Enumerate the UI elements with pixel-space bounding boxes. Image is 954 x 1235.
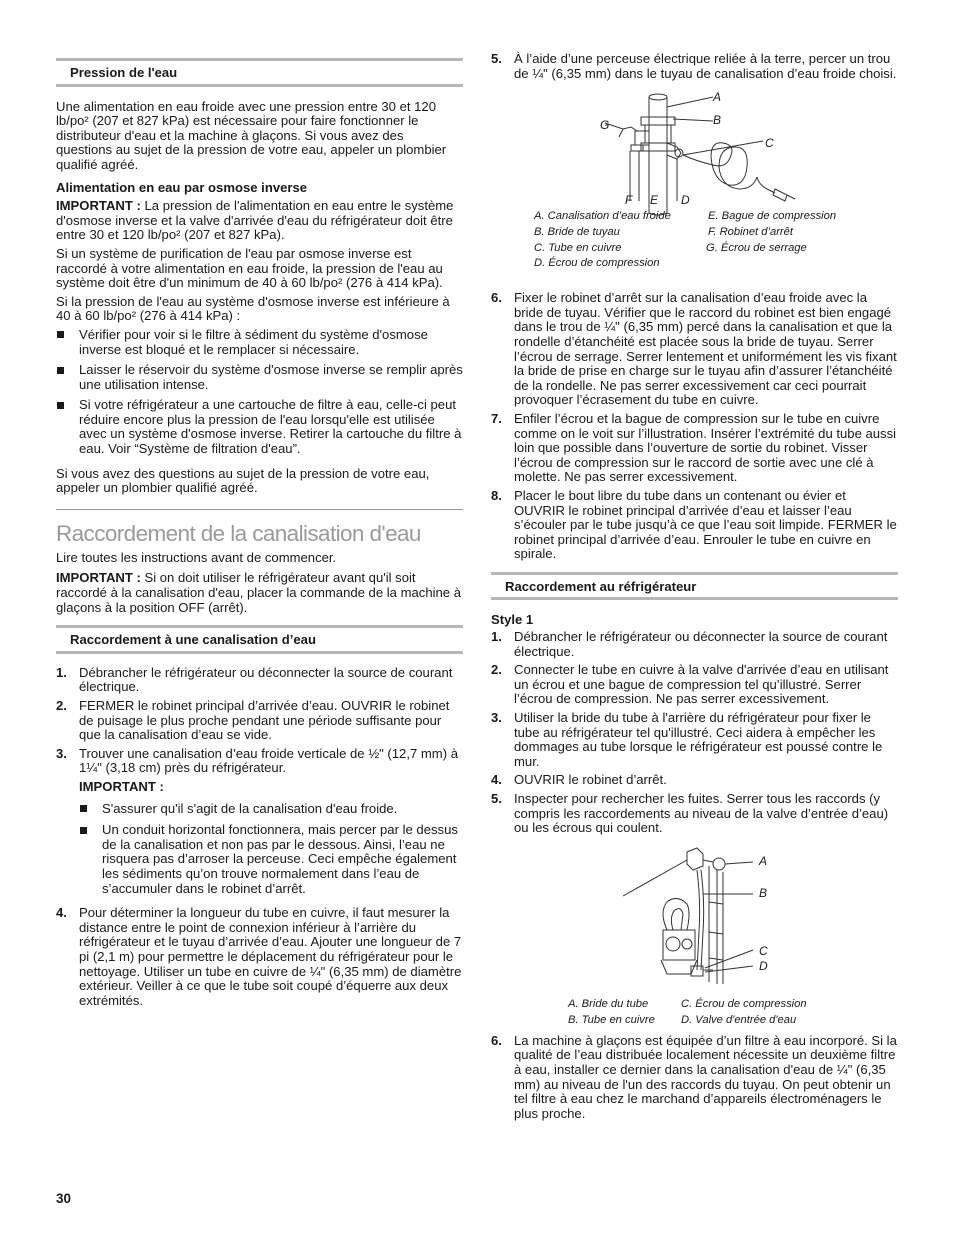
title-rule (56, 509, 463, 510)
osmosis-important (56, 199, 463, 243)
bullet-square-icon (80, 805, 87, 812)
figure1-caption: F. Robinet d’arrêt (708, 226, 793, 239)
page-title: Raccordement de la canalisation d'eau (56, 520, 421, 546)
figure2-label-a: A (759, 853, 768, 868)
filter-step (491, 1034, 898, 1122)
figure2-label-d: D (759, 958, 768, 973)
bullet-square-icon (57, 402, 64, 409)
figure1-caption: C. Tube en cuivre (534, 242, 622, 255)
list-item: Si votre réfrigérateur a une cartouche de filtre à eau, celle-ci peut réduire encore plus la pression de l'eau lorsqu'elle est utilisée avec un système d'osmose inverse. Retirer la cartouche du filtre à eau. Voir “Système de filtration d'eau”. (56, 398, 463, 456)
list-item: 6. Fixer le robinet d’arrêt sur la canalisation d’eau froide avec la bride de tuyau. Vérifier que le raccord du robinet est bien engagé dans le trou de ¼" (6,35 mm) percé dans la canalisation et que la rondelle d’étanchéité est placée sous la bride de tuyau. Serrer l’écrou de serrage. Serrer lentement et uniformément les vis fixant la bride de prise en charge sur le tuyau afin d’assurer l’étanchéité de la rondelle. Ne pas serrer excessivement car ceci pourrait provoquer l’écrasement du tube en cuivre. (491, 290, 897, 408)
list-item: 2. Connecter le tube en cuivre à la valve d'arrivée d’eau en utilisant un écrou et une bague de compression tel qu’illustré. Serrer l’écrou de compression. Ne pas serrer excessivement. (491, 662, 889, 707)
figure1-label-e: E (650, 193, 659, 208)
list-item: 3. Trouver une canalisation d’eau froide verticale de ½" (12,7 mm) à 1¼" (3,18 cm) près du réfrigérateur. IMPORTANT : S'assurer qu'il s'agit de la canalisation d'eau froide. Un conduit horizontal fonctionnera, mais percer par le dessus de la canalisation et non pas par le dessous. Ainsi, l’eau ne risquera pas d’arroser la perceuse. Ceci empêche également les sédiments qu’on trouve normalement dans l’eau de s’accumuler dans le robinet d’arrêt. (56, 747, 463, 896)
pressure-closing: Si vous avez des questions au sujet de la pression de votre eau, appeler un plombier qualifié agréé. (56, 465, 430, 496)
osmosis-paragraph-2: Si un système de purification de l'eau par osmose inverse est raccordé à votre alimentation en eau froide, la pression de l'eau au système doit être d'un minimum de 40 à 60 lb/po² (276 à 414 kPa). (56, 245, 443, 291)
section-heading-fridge: Raccordement au réfrigérateur (491, 572, 898, 601)
section-heading-water-pressure: Pression de l'eau (56, 58, 463, 87)
list-item: 5. Inspecter pour rechercher les fuites. Serrer tous les raccords (y compris les raccordements au niveau de la valve d’entrée d’eau) ou les écrous qui coulent. (491, 791, 889, 836)
list-item: 1. Débrancher le réfrigérateur ou déconnecter la source de courant électrique. (56, 664, 453, 695)
osmosis-bullet-list (56, 328, 463, 457)
figure1-label-a: A (713, 90, 722, 105)
figure1-caption: B. Bride de tuyau (534, 226, 620, 239)
list-item: 3. Utiliser la bride du tube à l'arrière du réfrigérateur pour fixer le tube au réfrigérateur tel qu'illustré. Ceci aidera à empêcher les dommages au tube lorsque le réfrigérateur est poussé contre le mur. (491, 710, 883, 769)
figure1-caption: G. Écrou de serrage (706, 242, 807, 255)
page-number: 30 (56, 1191, 72, 1206)
important-label: IMPORTANT : (56, 198, 141, 214)
osmosis-heading: Alimentation en eau par osmose inverse (56, 179, 308, 195)
valve-steps (491, 291, 898, 562)
figure1-caption: A. Canalisation d’eau froide (534, 210, 671, 223)
drill-step (491, 52, 898, 81)
figure1-caption: E. Bague de compression (708, 210, 837, 223)
figure2-label-b: B (759, 885, 768, 900)
list-item: 7. Enfiler l’écrou et la bague de compression sur le tube en cuivre comme on le voit sur l’illustration. Insérer l’extrémité du tube aussi loin que possible dans l’ouverture de sortie du robinet. Visser l’écrou de compression sur le raccord de sortie avec une clé à molette. Ne pas serrer excessivement. (491, 410, 897, 485)
important-text: Si on doit utiliser le réfrigérateur avant qu'il soit raccordé à la canalisation d'eau, placer la commande de la machine à glaçons à la position OFF (arrêt). (56, 570, 462, 615)
list-item: Vérifier pour voir si le filtre à sédiment du système d'osmose inverse est bloqué et le remplacer si nécessaire. (56, 328, 463, 357)
bullet-square-icon (80, 827, 87, 834)
osmosis-paragraph-3: Si la pression de l'eau au système d'osmose inverse est inférieure à 40 à 60 lb/po² (276 à 414 kPa) : (56, 293, 450, 324)
list-item: 2. FERMER le robinet principal d’arrivée d’eau. OUVRIR le robinet de puisage le plus proche pendant une période suffisante pour que la canalisation d’eau se vide. (56, 698, 450, 743)
figure2-caption: C. Écrou de compression (681, 997, 807, 1010)
raccordement-important (56, 571, 463, 615)
step3-important: IMPORTANT : (79, 778, 164, 794)
figure2-caption: B. Tube en cuivre (568, 1013, 655, 1026)
figure1-label-f: F (625, 193, 633, 208)
list-item: 8. Placer le bout libre du tube dans un contenant ou évier et OUVRIR le robinet principal d’arrivée d’eau et laisser l’eau s’écouler par le tube jusqu’à ce que l’eau soit limpide. FERMER le robinet principal d’arrivée d’eau. Enrouler le tube en cuivre en spirale. (491, 487, 897, 562)
list-item: 1. Débrancher le réfrigérateur ou déconnecter la source de courant électrique. (491, 629, 888, 659)
fridge-steps (491, 630, 898, 836)
inlet-valve-figure (491, 842, 898, 1034)
figure1-label-d: D (681, 193, 690, 208)
figure1-label-c: C (765, 136, 774, 151)
list-item: Laisser le réservoir du système d'osmose inverse se remplir après une utilisation intense. (56, 363, 463, 392)
left-column (56, 52, 463, 1008)
pressure-intro: Une alimentation en eau froide avec une pression entre 30 et 120 lb/po² (207 et 827 kPa) est nécessaire pour faire fonctionner le distributeur d'eau et la machine à glaçons. Si vous avez des questions au sujet de la pression de votre eau, appeler un plombier qualifié agréé. (56, 98, 447, 172)
list-item: 5. À l’aide d’une perceuse électrique reliée à la terre, percer un trou de ¼" (6,35 mm) dans le tuyau de canalisation d’eau froide choisi. (491, 51, 897, 81)
section-heading-water-line: Raccordement à une canalisation d’eau (56, 625, 463, 654)
list-item: 4. Pour déterminer la longueur du tube en cuivre, il faut mesurer la distance entre le point de connexion inférieur à l’arrière du réfrigérateur et le tuyau d’arrivée d’eau. Ajouter une longueur de 7 pi (2,1 m) pour permettre le déplacement du réfrigérateur pour le nettoyage. Utiliser un tube en cuivre de ¼" (6,35 mm) de diamètre extérieur. Veiller à ce que le tube soit coupé d’équerre aux deux extrémités. (56, 905, 462, 1008)
figure1-label-g: G (600, 118, 610, 133)
figure2-caption: D. Valve d'entrée d'eau (681, 1013, 797, 1026)
important-text: La pression de l'alimentation en eau entre le système d'osmose inverse et la valve d'arrivée d'eau du réfrigérateur doit être entre 30 et 120 lb/po² (207 et 827 kPa). (56, 198, 454, 243)
bullet-square-icon (57, 367, 64, 374)
step3-bullets (79, 802, 463, 897)
style-1-heading: Style 1 (491, 612, 534, 628)
inlet-valve-illustration (491, 842, 898, 992)
list-item: 4. OUVRIR le robinet d’arrêt. (491, 772, 667, 788)
figure1-caption: D. Écrou de compression (534, 257, 660, 270)
water-line-steps (56, 666, 463, 1008)
list-item: 6. La machine à glaçons est équipée d’un filtre à eau incorporé. Si la qualité de l’eau distribuée localement nécessite un deuxième filtre à eau, installer ce dernier dans la canalisation d'eau de ¼" (6,35 mm) au niveau de l'un des raccords du tuyau. On peut obtenir un tel filtre à eau chez le marchand d’appareils électroménagers le plus proche. (491, 1032, 897, 1121)
figure2-label-c: C (759, 943, 768, 958)
list-item: Un conduit horizontal fonctionnera, mais percer par le dessus de la canalisation et non pas par le dessous. Ainsi, l’eau ne risquera pas d’arroser la perceuse. Ceci empêche également les sédiments qu’on trouve normalement dans l’eau de s’accumuler dans le robinet d’arrêt. (79, 823, 463, 896)
figure2-caption: A. Bride du tube (568, 997, 649, 1010)
list-item: S'assurer qu'il s'agit de la canalisation d'eau froide. (79, 802, 463, 817)
right-column (491, 52, 898, 1121)
bullet-square-icon (57, 331, 64, 338)
shutoff-valve-figure (491, 85, 898, 285)
raccordement-intro: Lire toutes les instructions avant de commencer. (56, 549, 337, 565)
important-label: IMPORTANT : (56, 570, 141, 586)
shutoff-valve-illustration (491, 85, 898, 225)
figure1-label-b: B (713, 113, 722, 128)
